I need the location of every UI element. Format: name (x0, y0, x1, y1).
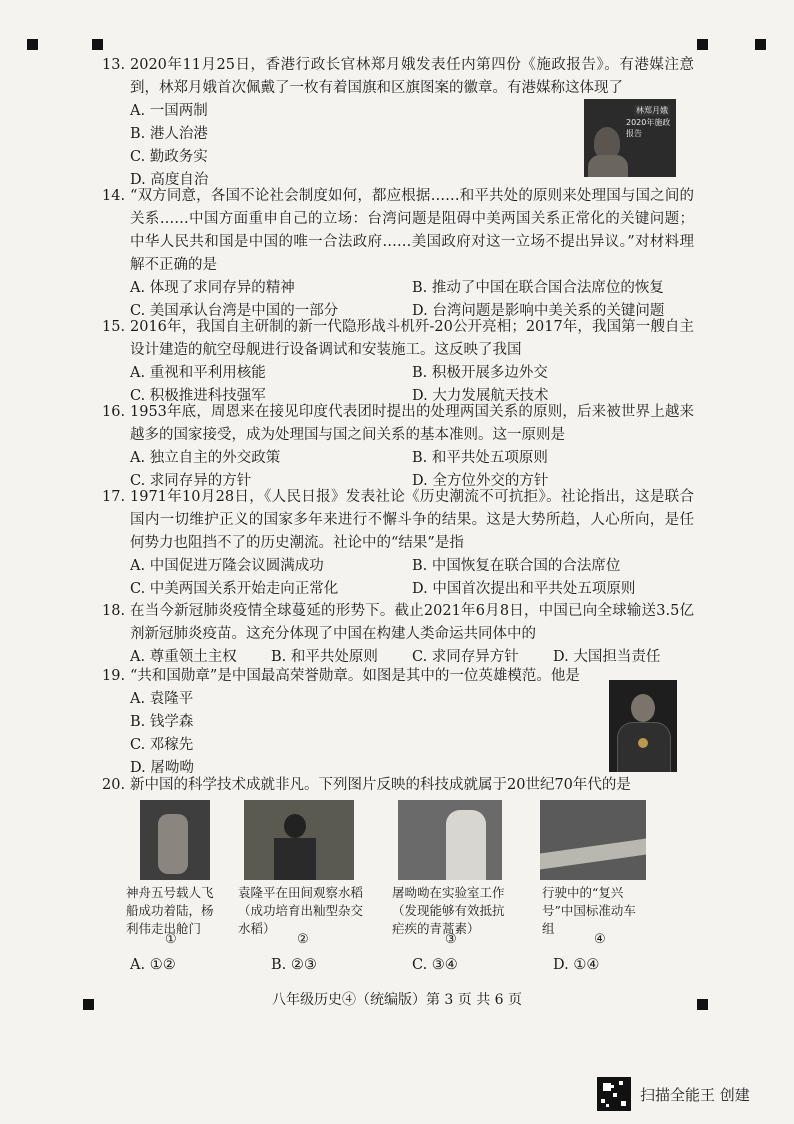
option-d[interactable]: D. ①④ (553, 957, 600, 973)
option-b[interactable]: B. 钱学森 (130, 714, 194, 730)
option-c[interactable]: C. 美国承认台湾是中国的一部分 (130, 303, 339, 319)
question-number: 19. (102, 668, 126, 684)
photo-carrie-lam (584, 99, 676, 177)
option-a[interactable]: A. ①② (130, 957, 176, 973)
question-number: 14. (102, 188, 126, 204)
picture-caption-4: 行驶中的“复兴号”中国标准动车组 (542, 885, 636, 936)
option-b[interactable]: B. 港人治港 (130, 126, 208, 142)
option-d[interactable]: D. 大力发展航天技术 (412, 388, 549, 404)
option-c[interactable]: C. 勤政务实 (130, 149, 208, 165)
page-footer: 八年级历史④（统编版）第 3 页 共 6 页 (271, 992, 523, 1008)
question-20 (104, 774, 694, 797)
registration-mark (697, 39, 708, 50)
question-stem: 1953年底，周恩来在接见印度代表团时提出的处理两国关系的原则，后来被世界上越来越多的国家接受，成为处理国与国之间关系的基本准则。这一原则是 (130, 404, 694, 443)
option-c[interactable]: C. ③④ (412, 957, 458, 973)
photo-caption-line1: 林郑月娥 (636, 106, 668, 115)
question-20-options (104, 954, 694, 977)
picture-number-3: ③ (445, 932, 457, 947)
option-b[interactable]: B. 中国恢复在联合国的合法席位 (412, 558, 621, 574)
question-number: 17. (102, 489, 126, 505)
registration-mark (755, 39, 766, 50)
option-a[interactable]: A. 尊重领土主权 (130, 649, 237, 665)
picture-1 (140, 800, 210, 880)
medal-icon (638, 738, 648, 748)
option-b[interactable]: B. 积极开展多边外交 (412, 365, 548, 381)
option-c[interactable]: C. 邓稼先 (130, 737, 194, 753)
picture-3 (398, 800, 502, 880)
picture-number-4: ④ (594, 932, 606, 947)
photo-caption-line2: 2020年施政报告 (626, 118, 671, 138)
question-stem: “双方同意，各国不论社会制度如何，都应根据……和平共处的原则来处理国与国之间的关系……中国方面重申自己的立场：台湾问题是阻碍中美两国关系正常化的关键问题；中华人民共和国是中国的唯一合法政府……美国政府对这一立场不提出异议。”对材料理解不正确的是 (130, 188, 694, 273)
option-a[interactable]: A. 一国两制 (130, 103, 208, 119)
picture-number-2: ② (297, 932, 309, 947)
picture-number-1: ① (165, 932, 177, 947)
option-a[interactable]: A. 独立自主的外交政策 (130, 450, 281, 466)
question-stem: 新中国的科学技术成就非凡。下列图片反映的科技成就属于20世纪70年代的是 (130, 777, 631, 793)
question-number: 13. (102, 57, 126, 73)
options (130, 954, 694, 977)
picture-4 (540, 800, 646, 880)
registration-mark (27, 39, 38, 50)
option-d[interactable]: D. 中国首次提出和平共处五项原则 (412, 581, 636, 597)
option-c[interactable]: C. 积极推进科技强军 (130, 388, 266, 404)
question-stem: 2020年11月25日，香港行政长官林郑月娥发表任内第四份《施政报告》。有港媒注意到，林郑月娥首次佩戴了一枚有着国旗和区旗图案的徽章。有港媒称这体现了 (130, 57, 694, 96)
question-17 (104, 486, 694, 601)
option-c[interactable]: C. 求同存异的方针 (130, 473, 252, 489)
question-19 (104, 665, 694, 780)
option-b[interactable]: B. 和平共处原则 (271, 649, 378, 665)
question-stem: 2016年，我国自主研制的新一代隐形战斗机歼-20公开亮相；2017年，我国第一艘自主设计建造的航空母舰进行设备调试和安装施工。这反映了我国 (130, 319, 694, 358)
option-b[interactable]: B. 推动了中国在联合国合法席位的恢复 (412, 280, 664, 296)
option-d[interactable]: D. 全方位外交的方针 (412, 473, 549, 489)
option-c[interactable]: C. 中美两国关系开始走向正常化 (130, 581, 339, 597)
picture-caption-2: 袁隆平在田间观察水稻（成功培育出籼型杂交水稻） (238, 885, 364, 936)
picture-caption-3: 屠呦呦在实验室工作（发现能够有效抵抗疟疾的青蒿素） (392, 885, 505, 936)
option-a[interactable]: A. 袁隆平 (130, 691, 194, 707)
question-stem: 在当今新冠肺炎疫情全球蔓延的形势下。截止2021年6月8日，中国已向全球输送3.5亿剂新冠肺炎疫苗。这充分体现了中国在构建人类命运共同体中的 (130, 603, 694, 642)
question-stem: 1971年10月28日，《人民日报》发表社论《历史潮流不可抗拒》。社论指出，这是联合国内一切维护正义的国家多年来进行不懈斗争的结果。这是大势所趋，人心所向，是任何势力也阻挡不了的历史潮流。社论中的“结果”是指 (130, 489, 694, 551)
picture-2 (244, 800, 354, 880)
scanner-watermark: 扫描全能王 创建 (640, 1086, 750, 1104)
option-a[interactable]: A. 中国促进万隆会议圆满成功 (130, 558, 324, 574)
option-b[interactable]: B. ②③ (271, 957, 317, 973)
picture-caption-1: 神舟五号载人飞船成功着陆，杨利伟走出舱门 (126, 885, 214, 936)
question-number: 16. (102, 404, 126, 420)
question-18 (104, 600, 694, 669)
option-d[interactable]: D. 大国担当责任 (553, 649, 661, 665)
photo-medal-hero (609, 680, 677, 772)
option-d[interactable]: D. 屠呦呦 (130, 760, 194, 776)
question-number: 20. (102, 777, 126, 793)
option-c[interactable]: C. 求同存异方针 (412, 649, 519, 665)
question-15 (104, 316, 694, 408)
option-d[interactable]: D. 高度自治 (130, 172, 209, 188)
option-a[interactable]: A. 体现了求同存异的精神 (130, 280, 295, 296)
option-d[interactable]: D. 台湾问题是影响中美关系的关键问题 (412, 303, 665, 319)
qr-code-icon (597, 1077, 631, 1111)
question-number: 18. (102, 603, 126, 619)
question-14 (104, 185, 694, 323)
question-16 (104, 401, 694, 493)
options (130, 555, 694, 601)
option-a[interactable]: A. 重视和平利用核能 (130, 365, 266, 381)
question-stem: “共和国勋章”是中国最高荣誉勋章。如图是其中的一位英雄模范。他是 (130, 668, 580, 684)
option-b[interactable]: B. 和平共处五项原则 (412, 450, 548, 466)
question-number: 15. (102, 319, 126, 335)
registration-mark (92, 39, 103, 50)
